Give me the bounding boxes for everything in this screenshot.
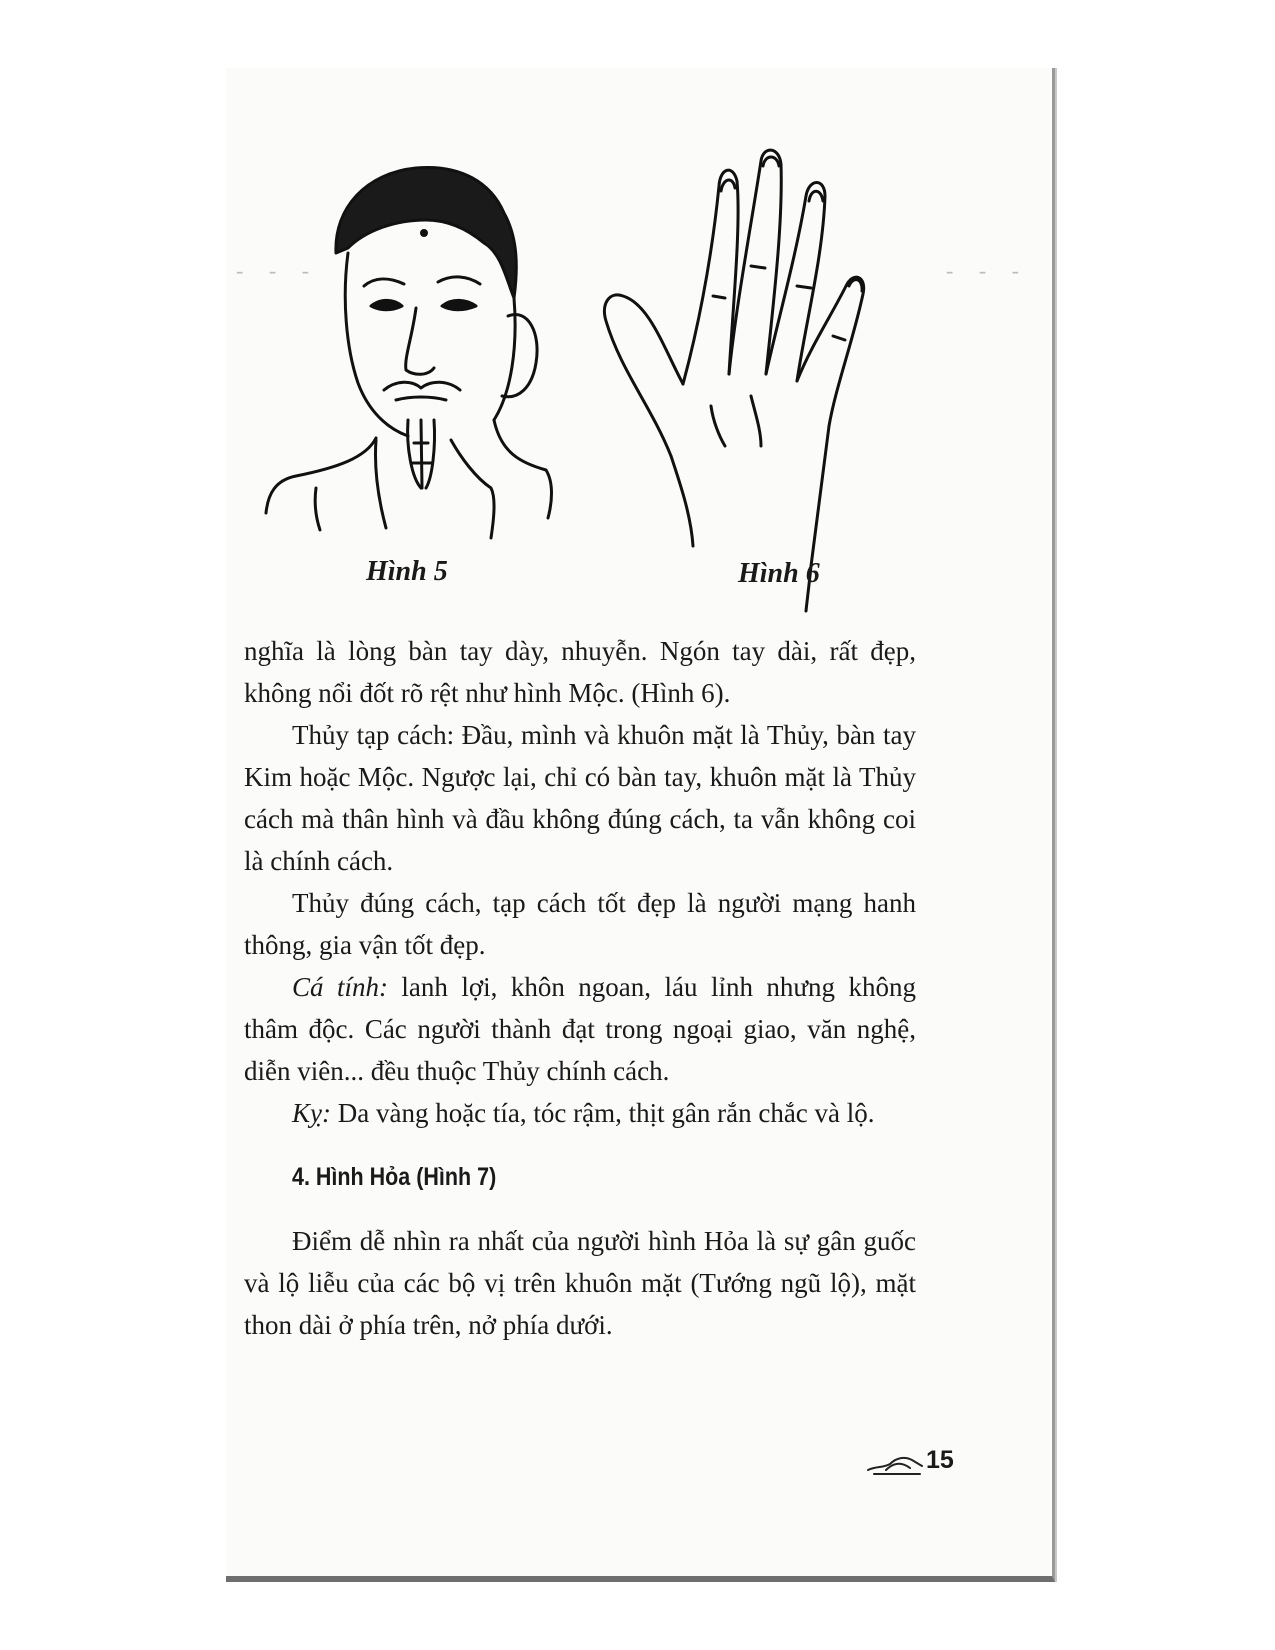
figure-6-caption: Hình 6 [738,558,820,589]
figure-5-caption: Hình 5 [366,556,448,587]
paragraph [244,966,916,1092]
paragraph: nghĩa là lòng bàn tay dày, nhuyễn. Ngón tay dài, rất đẹp, không nổi đốt rõ rệt như hình Mộc. (Hình 6). [244,636,916,708]
paragraph: Thủy đúng cách, tạp cách tốt đẹp là người mạng hanh thông, gia vận tốt đẹp. [244,888,916,960]
dashed-guide: - - - [946,258,1029,283]
term-text: lanh lợi, khôn ngoan, láu lỉnh nhưng không thâm độc. Các người thành đạt trong ngoại giao, văn nghệ, diễn viên... đều thuộc Thủy chính cách. [244,972,916,1086]
section-heading: 4. Hình Hỏa (Hình 7) [292,1163,497,1191]
term-label: Kỵ: [292,1098,331,1128]
paragraph [244,1092,916,1134]
page-number: 15 [926,1446,954,1474]
page-footer [866,1446,976,1486]
body-text [244,630,916,1346]
hand-drawing-icon [601,146,896,616]
paragraph: Thủy tạp cách: Đầu, mình và khuôn mặt là Thủy, bàn tay Kim hoặc Mộc. Ngược lại, chỉ có bàn tay, khuôn mặt là Thủy cách mà thân hình và đầu không đúng cách, ta vẫn không coi là chính cách. [244,720,916,876]
paragraph: Điểm dễ nhìn ra nhất của người hình Hỏa là sự gân guốc và lộ liễu của các bộ vị trên khuôn mặt (Tướng ngũ lộ), mặt thon dài ở phía trên, nở phía dưới. [244,1226,916,1340]
bird-ornament-icon [866,1452,926,1478]
term-label: Cá tính: [292,972,388,1002]
term-text: Da vàng hoặc tía, tóc rậm, thịt gân rắn chắc và lộ. [330,1098,875,1128]
book-page [226,68,1055,1582]
dashed-guide: - - - [236,258,319,283]
face-drawing-icon [256,158,556,548]
